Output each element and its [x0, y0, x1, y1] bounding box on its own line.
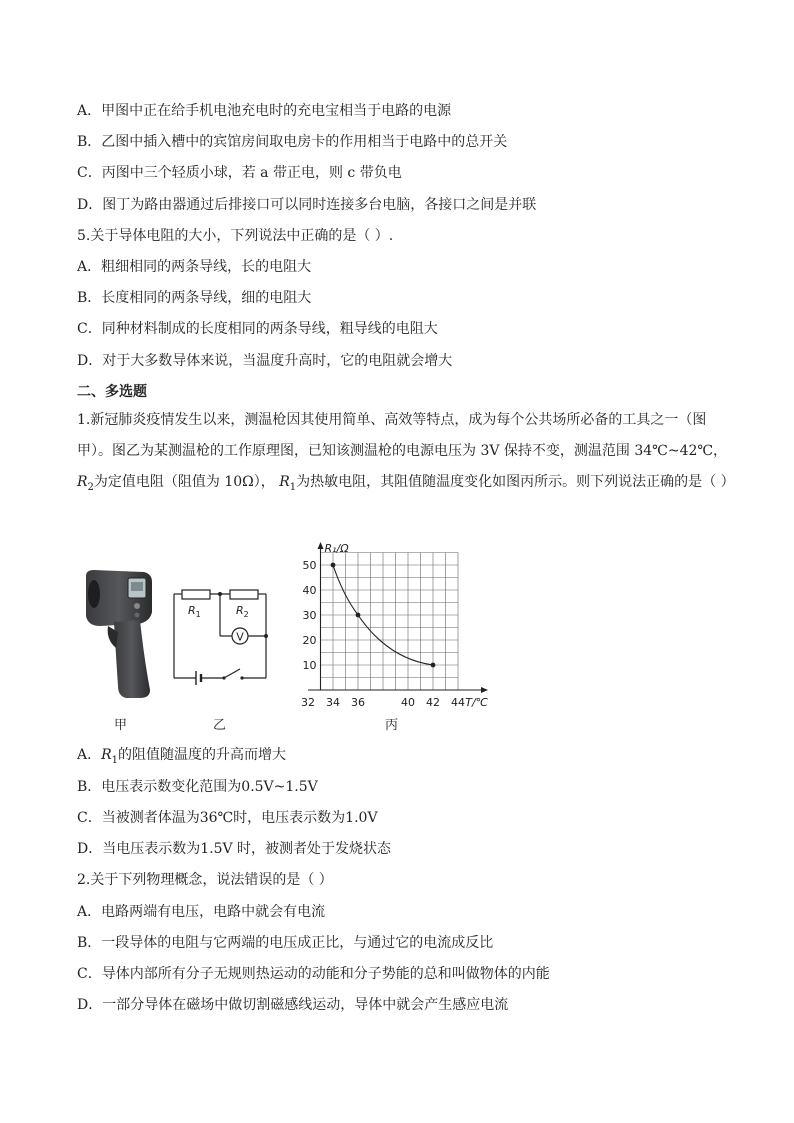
- mq1-option-d: D．当电压表示数为1.5V 时，被测者处于发烧状态: [77, 841, 392, 857]
- svg-text:R2: [236, 604, 249, 619]
- section-title-multi-choice: 二、多选题: [77, 384, 147, 400]
- figure-label-yi: 乙: [213, 718, 227, 733]
- r1-label: R: [188, 604, 196, 617]
- y-tick-label: 10: [302, 659, 317, 672]
- q4-option-c: C．丙图中三个轻质小球，若 a 带正电，则 c 带负电: [77, 165, 402, 181]
- mq1-option-a: [77, 746, 286, 770]
- circuit-diagram: [168, 582, 272, 688]
- x-tick-label: 36: [351, 696, 365, 709]
- y-axis-arrow: [318, 542, 324, 549]
- data-point-1: [356, 613, 361, 618]
- r1-subscript: 1: [289, 481, 297, 493]
- x-tick-label: 40: [401, 696, 415, 709]
- x-tick-label: 34: [326, 696, 340, 709]
- q5-option-d: D．对于大多数导体来说，当温度升高时，它的电阻就会增大: [77, 353, 453, 369]
- y-tick-label: 40: [302, 584, 317, 597]
- y-tick-label: 20: [302, 634, 317, 647]
- r2-symbol: R: [77, 474, 88, 490]
- r2-subscript: 2: [87, 481, 94, 493]
- mq2-option-c: C．导体内部所有分子无规则热运动的动能和分子势能的总和叫做物体的内能: [77, 966, 550, 982]
- r2-label-sub: 2: [243, 610, 249, 619]
- r1-symbol: R: [279, 474, 290, 490]
- resistor-r2: [230, 590, 258, 599]
- mq1-option-a-text: 的阻值随温度的升高而增大: [118, 747, 287, 763]
- q5-option-b: B．长度相同的两条导线，细的电阻大: [77, 290, 312, 306]
- q4-option-b: B．乙图中插入槽中的宾馆房间取电房卡的作用相当于电路中的总开关: [77, 134, 508, 150]
- x-tick-label: 42: [426, 696, 440, 709]
- mq2-option-a: A．电路两端有电压，电路中就会有电流: [77, 904, 326, 920]
- q5-option-c: C．同种材料制成的长度相同的两条导线，粗导线的电阻大: [77, 321, 438, 337]
- mq1-option-a-sub: 1: [111, 754, 119, 766]
- switch: [224, 669, 240, 678]
- thermometer-gun-image: [80, 568, 158, 700]
- x-axis-arrow: [481, 687, 488, 693]
- y-axis-label: R₁/Ω: [324, 542, 349, 555]
- mq1-stem-part2: 为定值电阻（阻值为 10Ω），: [93, 474, 275, 490]
- q4-option-d: D．图丁为路由器通过后排接口可以同时连接多台电脑，各接口之间是并联: [77, 197, 537, 213]
- voltmeter-label: V: [236, 630, 244, 644]
- mq2-option-d: D．一部分导体在磁场中做切割磁感线运动，导体中就会产生感应电流: [77, 997, 509, 1013]
- data-point-0: [331, 563, 336, 568]
- mq1-option-a-prefix: A．: [77, 747, 102, 763]
- svg-text:R1: [188, 604, 201, 619]
- q5-option-a: A．粗细相同的两条导线，长的电阻大: [77, 259, 312, 275]
- x-tick-label: 44: [451, 696, 465, 709]
- mq1-option-b: B．电压表示数变化范围为0.5V~1.5V: [77, 779, 318, 795]
- q4-option-a: A．甲图中正在给手机电池充电时的充电宝相当于电路的电源: [77, 103, 452, 119]
- figure-label-jia: 甲: [114, 718, 128, 733]
- r2-label: R: [236, 604, 244, 617]
- mq1-option-a-symbol: R: [101, 747, 112, 763]
- mq1-option-c: C．当被测者体温为36℃时，电压表示数为1.0V: [77, 810, 378, 826]
- data-point-2: [431, 663, 436, 668]
- y-tick-label: 30: [302, 609, 317, 622]
- r1-temperature-chart: [290, 538, 506, 710]
- mq2-stem: 2.关于下列物理概念，说法错误的是（ ）: [77, 872, 333, 888]
- mq1-stem-part3: 为热敏电阻，其阻值随温度变化如图丙所示。则下列说法正确的是（ ）: [296, 474, 735, 490]
- x-axis-label: T/℃: [465, 696, 488, 709]
- q5-stem: 5.关于导体电阻的大小，下列说法中正确的是（ ）.: [77, 228, 394, 244]
- x-tick-label: 32: [301, 696, 315, 709]
- y-tick-label: 50: [302, 559, 317, 572]
- figure-label-bing: 丙: [385, 718, 399, 733]
- mq1-stem: [77, 405, 741, 503]
- resistor-r1: [182, 590, 210, 599]
- mq1-stem-part1: 1.新冠肺炎疫情发生以来，测温枪因其使用简单、高效等特点，成为每个公共场所必备的工具之一（图甲）。图乙为某测温枪的工作原理图，已知该测温枪的电源电压为 3V 保持不变，测温范围 34℃~42℃，: [77, 412, 728, 459]
- r1-label-sub: 1: [195, 610, 201, 619]
- mq2-option-b: B．一段导体的电阻与它两端的电压成正比，与通过它的电流成反比: [77, 935, 494, 951]
